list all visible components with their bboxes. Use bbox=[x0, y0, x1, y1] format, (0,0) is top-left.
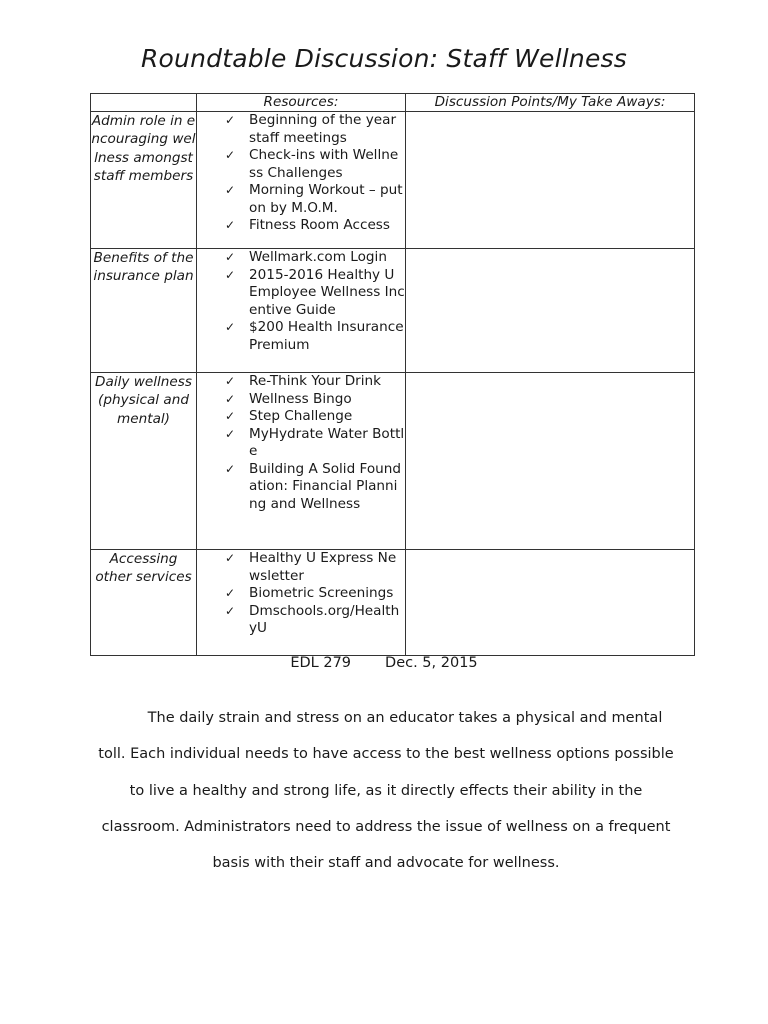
list-item: ✓ Beginning of the year staff meetings bbox=[225, 112, 397, 146]
check-icon: ✓ bbox=[225, 374, 236, 388]
notes-cell[interactable] bbox=[406, 249, 695, 373]
check-icon: ✓ bbox=[225, 426, 236, 441]
check-icon: ✓ bbox=[225, 183, 236, 197]
resources-cell bbox=[197, 550, 406, 656]
table-header-row bbox=[91, 94, 695, 112]
resources-cell bbox=[197, 112, 406, 249]
check-icon: ✓ bbox=[225, 391, 236, 406]
topic-cell: Admin role in encouraging wellness amongst staff members bbox=[91, 112, 197, 249]
list-item: ✓ Healthy U Express Newsletter bbox=[225, 550, 397, 584]
list-item: ✓ Fitness Room Access bbox=[225, 217, 390, 233]
resource-list bbox=[197, 112, 405, 235]
table-row bbox=[91, 112, 695, 249]
check-icon: ✓ bbox=[225, 250, 236, 264]
summary-paragraph bbox=[96, 700, 676, 881]
list-item: ✓ Check-ins with Wellness Challenges bbox=[225, 147, 399, 181]
check-icon: ✓ bbox=[225, 218, 236, 232]
topic-cell: Daily wellness (physical and mental) bbox=[91, 373, 197, 550]
document-title: Roundtable Discussion: Staff Wellness bbox=[140, 44, 627, 73]
check-icon: ✓ bbox=[225, 461, 236, 476]
paragraph-text: The daily strain and stress on an educator takes a physical and mental toll. Each individual needs to have access to the best wellness options possible to live a healthy and strong life, as it directly effects their ability in the classroom. Administrators need to address the issue of wellness on a frequent basis with their staff and advocate for wellness. bbox=[98, 710, 674, 872]
document-footer bbox=[0, 655, 768, 671]
topic-cell: Accessing other services bbox=[91, 550, 197, 656]
list-item: ✓ Morning Workout – put on by M.O.M. bbox=[225, 182, 403, 216]
resources-cell bbox=[197, 249, 406, 373]
resource-list bbox=[197, 249, 405, 354]
list-item: ✓ $200 Health Insurance Premium bbox=[225, 319, 404, 353]
header-resources: Resources: bbox=[197, 94, 406, 112]
notes-cell[interactable] bbox=[406, 373, 695, 550]
check-icon: ✓ bbox=[225, 267, 236, 282]
table-row bbox=[91, 249, 695, 373]
notes-cell[interactable] bbox=[406, 550, 695, 656]
resource-list bbox=[197, 373, 405, 513]
list-item: ✓ Building A Solid Foundation: Financial Planning and Wellness bbox=[225, 460, 402, 512]
notes-cell[interactable] bbox=[406, 112, 695, 249]
table-row bbox=[91, 373, 695, 550]
check-icon: ✓ bbox=[225, 113, 236, 127]
table-row bbox=[91, 550, 695, 656]
list-item: ✓ Wellness Bingo bbox=[225, 390, 352, 407]
course-code: EDL 279 bbox=[290, 655, 352, 671]
check-icon: ✓ bbox=[225, 409, 236, 423]
list-item: ✓ Wellmark.com Login bbox=[225, 249, 387, 265]
check-icon: ✓ bbox=[225, 586, 236, 600]
list-item: ✓ Step Challenge bbox=[225, 408, 353, 424]
check-icon: ✓ bbox=[225, 320, 236, 334]
check-icon: ✓ bbox=[225, 148, 236, 162]
resources-cell bbox=[197, 373, 406, 550]
topic-cell: Benefits of the insurance plan bbox=[91, 249, 197, 373]
document-date: Dec. 5, 2015 bbox=[385, 655, 478, 671]
list-item: ✓ MyHydrate Water Bottle bbox=[225, 425, 405, 459]
list-item: ✓ Biometric Screenings bbox=[225, 585, 394, 601]
header-topic bbox=[91, 94, 197, 112]
check-icon: ✓ bbox=[225, 551, 236, 565]
list-item: ✓ Re-Think Your Drink bbox=[225, 373, 382, 389]
header-notes: Discussion Points/My Take Aways: bbox=[406, 94, 695, 112]
list-item: ✓ 2015-2016 Healthy U Employee Wellness Incentive Guide bbox=[225, 266, 405, 318]
discussion-table bbox=[90, 93, 695, 656]
check-icon: ✓ bbox=[225, 603, 236, 618]
resource-list bbox=[197, 550, 405, 638]
list-item: ✓ Dmschools.org/HealthyU bbox=[225, 602, 400, 636]
